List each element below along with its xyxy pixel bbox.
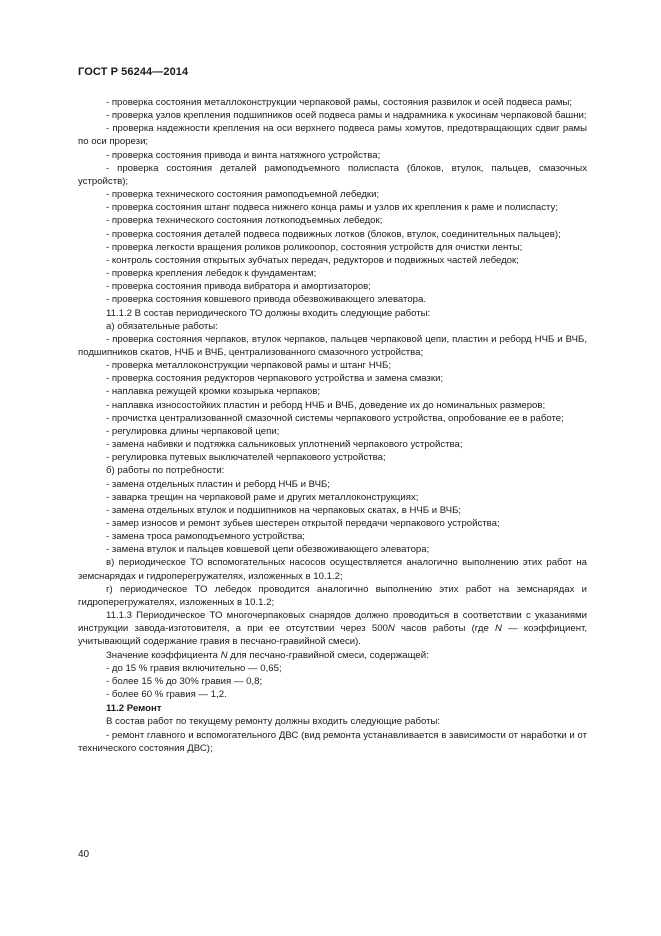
paragraph: - контроль состояния открытых зубчатых передач, редукторов и подвижных частей лебедок;: [106, 254, 519, 266]
text-run: для песчано-гравийной смеси, содержащей:: [227, 649, 429, 661]
paragraph: - заварка трещин на черпаковой раме и других металлоконструкциях;: [106, 491, 419, 503]
paragraph: - проверка состояния ковшевого привода обезвоживающего элеватора.: [106, 294, 427, 306]
paragraph: - замена отдельных пластин и реборд НЧБ и ВЧБ;: [106, 478, 330, 490]
paragraph: - наплавка износостойких пластин и реборд НЧБ и ВЧБ, доведение их до номинальных размеров;: [106, 399, 546, 411]
paragraph: - проверка узлов крепления подшипников осей подвеса рамы и надрамника к укосинам черпаковой башни;: [106, 110, 587, 122]
paragraph: - проверка металлоконструкции черпаковой рамы и штанг НЧБ;: [106, 360, 392, 372]
page-number: 40: [78, 849, 90, 860]
paragraph: - проверка крепления лебедок к фундаментам;: [106, 268, 317, 280]
paragraph: - проверка технического состояния рамоподъемной лебедки;: [106, 189, 380, 201]
paragraph: - регулировка путевых выключателей черпакового устройства;: [106, 452, 386, 464]
paragraph: - замена троса рамоподъемного устройства;: [106, 531, 305, 543]
list-item: - более 60 % гравия — 1,2.: [106, 689, 227, 701]
list-item: - более 15 % до 30% гравия — 0,8;: [106, 675, 263, 687]
paragraph: в) периодическое ТО вспомогательных насосов осуществляется аналогично выполнению этих работ на земснарядах и гидроперегружателях, изложенных в 10.1.2;: [78, 557, 587, 582]
paragraph: - проверка надежности крепления на оси верхнего подвеса рамы хомутов, предотвращающих сдвиг рамы по оси прорези;: [78, 123, 587, 148]
paragraph: - проверка состояния металлоконструкции черпаковой рамы, состояния развилок и осей подвеса рамы;: [106, 97, 573, 108]
text-run-italic: N: [494, 623, 502, 635]
paragraph: В состав работ по текущему ремонту должны входить следующие работы:: [106, 716, 441, 728]
document-body: [78, 96, 587, 755]
paragraph: - проверка состояния деталей подвеса подвижных лотков (блоков, втулок, соединительных пальцев);: [106, 228, 561, 240]
text-run: 11.1.3 Периодическое ТО многочерпаковых снарядов должно проводиться в соответствии с указаниями инструкции завода-изготовителя, а при ее отсутствии через 500: [78, 610, 587, 635]
section-heading: 11.2 Ремонт: [106, 703, 162, 715]
list-item: - до 15 % гравия включительно — 0,65;: [106, 662, 282, 674]
paragraph: - замена втулок и пальцев ковшевой цепи обезвоживающего элеватора;: [106, 544, 430, 556]
text-run: — коэффициент, учитывающий содержание гравия в песчано-гравийной смеси).: [78, 623, 587, 648]
paragraph: - наплавка режущей кромки козырька черпаков;: [106, 386, 321, 398]
paragraph-11-1-3: [78, 609, 587, 648]
paragraph-coefficient: [78, 649, 587, 662]
paragraph: - проверка состояния привода и винта натяжного устройства;: [106, 149, 381, 161]
paragraph: - проверка технического состояния лоткоподъемных лебедок;: [106, 215, 383, 227]
paragraph: - ремонт главного и вспомогательного ДВС (вид ремонта устанавливается в зависимости от наработки и от технического состояния ДВС);: [78, 729, 587, 754]
paragraph: - замер износов и ремонт зубьев шестерен открытой передачи черпакового устройства;: [106, 518, 500, 529]
paragraph: - проверка состояния привода вибратора и амортизаторов;: [106, 281, 371, 293]
paragraph: 11.1.2 В состав периодического ТО должны входить следующие работы:: [106, 307, 431, 319]
paragraph: - проверка легкости вращения роликов роликоопор, состояния устройств для очистки ленты;: [106, 241, 523, 253]
text-run-italic: N: [387, 623, 395, 635]
paragraph: - прочистка централизованной смазочной системы черпакового устройства, опробование ее в работе;: [106, 412, 564, 424]
text-run: Значение коэффициента: [106, 649, 221, 661]
document-header: ГОСТ Р 56244—2014: [78, 66, 189, 78]
paragraph: - проверка состояния редукторов черпакового устройства и замена смазки;: [106, 373, 444, 385]
paragraph: - проверка состояния черпаков, втулок черпаков, пальцев черпаковой цепи, пластин и реборд НЧБ и ВЧБ, подшипников скатов, НЧБ и ВЧБ, централизованного смазочного устройства;: [78, 333, 587, 358]
paragraph: б) работы по потребности:: [106, 465, 225, 477]
paragraph: - замена набивки и подтяжка сальниковых уплотнений черпакового устройства;: [106, 439, 463, 451]
text-run-italic: N: [220, 649, 228, 661]
paragraph: - замена отдельных втулок и подшипников на черпаковых скатах, в НЧБ и ВЧБ;: [106, 504, 462, 516]
paragraph: - проверка состояния деталей рамоподъемного полиспаста (блоков, втулок, пальцев, смазочных устройств);: [78, 162, 587, 187]
paragraph: - проверка состояния штанг подвеса нижнего конца рамы и узлов их крепления к раме и полиспасту;: [106, 202, 559, 214]
paragraph: г) периодическое ТО лебедок проводится аналогично выполнению этих работ на земснарядах и гидроперегружателях, изложенных в 10.1.2;: [78, 583, 587, 608]
paragraph: а) обязательные работы:: [106, 320, 218, 332]
paragraph: - регулировка длины черпаковой цепи;: [106, 425, 280, 437]
text-run: часов работы (где: [394, 623, 495, 635]
